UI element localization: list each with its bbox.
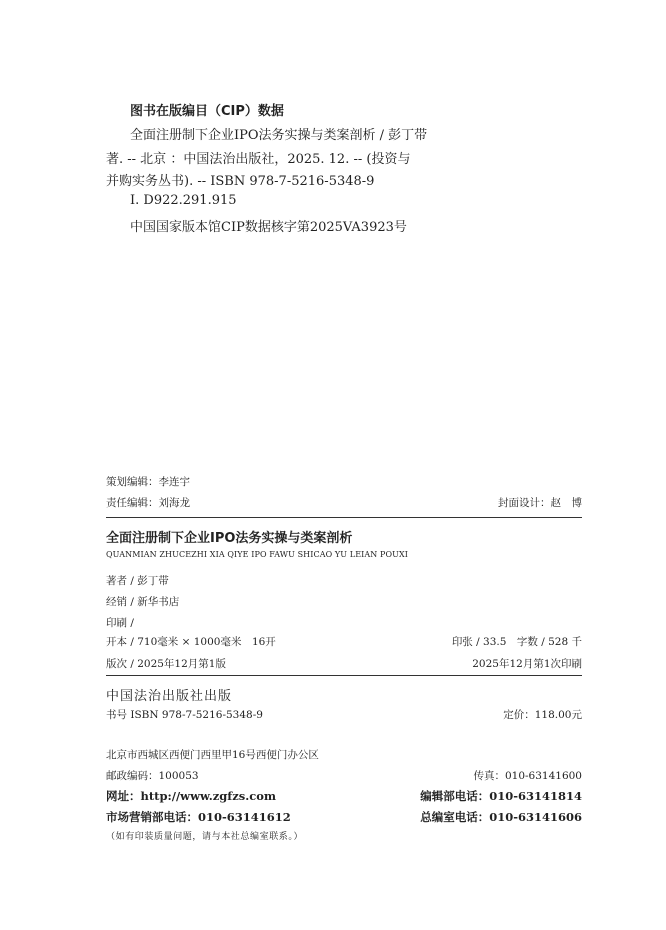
author: 著者 / 彭丁带 [106, 575, 169, 587]
publisher-address: 北京市西城区西便门西里甲16号西便门办公区 [106, 749, 319, 761]
fax: 传真：010-63141600 [473, 770, 582, 782]
printer: 印刷 / [106, 617, 134, 629]
cover-designer: 封面设计：赵 博 [498, 497, 582, 509]
book-title: 全面注册制下企业IPO法务实操与类案剖析 [106, 531, 353, 546]
cip-title: 图书在版编目（CIP）数据 [130, 104, 284, 119]
divider-top [106, 517, 582, 518]
chief-editor-phone: 总编室电话：010-63141606 [420, 810, 582, 824]
editorial-phone: 编辑部电话：010-63141814 [420, 789, 582, 803]
sheets-word-count: 印张 / 33.5 字数 / 528 千 [451, 636, 582, 648]
cip-line-1: 全面注册制下企业IPO法务实操与类案剖析 / 彭丁带 [130, 128, 428, 143]
cip-record-number: 中国国家版本馆CIP数据核字第2025VA3923号 [130, 220, 407, 235]
postcode: 邮政编码：100053 [106, 770, 199, 782]
cip-line-3: 并购实务丛书). -- ISBN 978-7-5216-5348-9 [106, 174, 375, 189]
cip-classification: Ⅰ. D922.291.915 [130, 193, 237, 208]
website: 网址：http://www.zgfzs.com [106, 789, 277, 803]
quality-note: （如有印装质量问题，请与本社总编室联系。） [106, 832, 304, 842]
distributor: 经销 / 新华书店 [106, 596, 180, 608]
price: 定价：118.00元 [503, 709, 582, 721]
responsible-editor: 责任编辑：刘海龙 [106, 497, 190, 509]
marketing-phone: 市场营销部电话：010-63141612 [106, 810, 291, 824]
divider-bottom [106, 675, 582, 676]
isbn: 书号 ISBN 978-7-5216-5348-9 [106, 709, 263, 721]
impression: 2025年12月第1次印刷 [472, 658, 582, 670]
publisher-name: 中国法治出版社出版 [106, 689, 233, 704]
cip-line-2: 著. -- 北京 ：中国法治出版社，2025. 12. -- (投资与 [106, 152, 411, 167]
book-format: 开本 / 710毫米 × 1000毫米 16开 [106, 636, 276, 648]
book-title-pinyin: QUANMIAN ZHUCEZHI XIA QIYE IPO FAWU SHICAO YU LEIAN POUXI [106, 550, 409, 559]
planning-editor: 策划编辑：李连宇 [106, 476, 190, 488]
edition: 版次 / 2025年12月第1版 [106, 658, 226, 670]
